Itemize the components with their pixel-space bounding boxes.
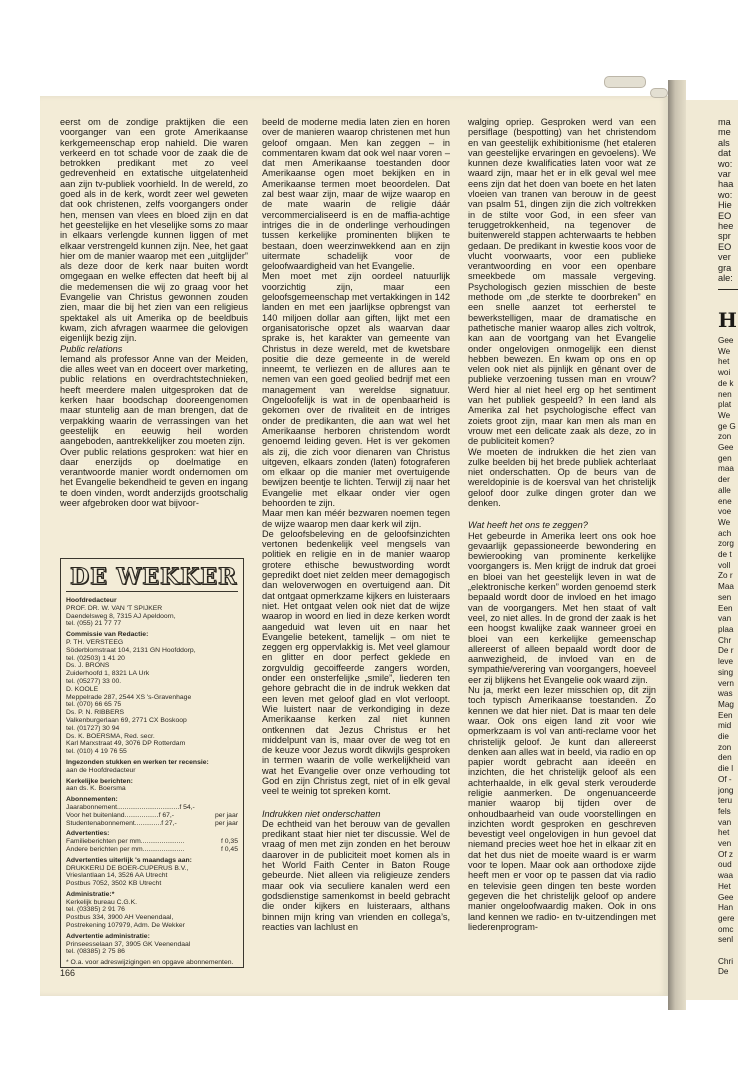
article-column-3	[468, 117, 656, 932]
page-fold	[668, 80, 686, 1010]
paragraph: De echtheid van het berouw van de gevallen predikant staat hier niet ter discussie. Wel de vraag of men met zijn zonden en het berouw daarover in de publiciteit moet komen als in het World Faith Center in Baton Rouge gebeurde. Niet alleen via religieuze zenders maar ook via seculiere kanalen werd een godsdienstige samenkomst in beeld gebracht die onder kijkers en luisteraars, althans binnen mijn kring van vrienden en collega’s, reacties van lachlust en	[262, 818, 450, 932]
colophon-rate-row	[66, 804, 238, 812]
next-page-fragment: wo:	[718, 158, 733, 169]
colophon-rate-cell: Studentenabonnement..............f 27,-	[66, 819, 177, 827]
next-page-fragment: spr	[718, 231, 731, 242]
next-page-fragment: de k	[718, 378, 734, 388]
next-page-fragment: van	[718, 614, 732, 624]
colophon-line: tel. (070) 66 65 75	[66, 701, 122, 709]
next-page-fragment: maa	[718, 464, 734, 474]
next-page-fragment: gere	[718, 913, 735, 923]
colophon-rate-cell: Voor het buitenland..................f 67,-	[66, 811, 175, 819]
colophon-group	[66, 597, 238, 628]
colophon-line: Prinseesselaan 37, 3905 GK Veenendaal	[66, 940, 191, 948]
colophon-line: Vrieslantlaan 14, 3526 AA Utrecht	[66, 872, 168, 880]
article-column-1	[60, 117, 248, 508]
next-page-fragment: ene	[718, 496, 732, 506]
masthead	[66, 565, 238, 592]
colophon-line: Valkenburgerlaan 69, 2771 CX Boskoop	[66, 716, 187, 724]
next-page-fragment: het	[718, 828, 730, 838]
next-page-fragment: We	[718, 517, 731, 527]
section-heading: Public relations	[60, 343, 123, 354]
next-page-fragment: Maa	[718, 582, 734, 592]
next-page-fragment: omc	[718, 924, 734, 934]
next-page-fragment: Zo r	[718, 571, 733, 581]
paragraph: Nu ja, merkt een lezer misschien op, dit zijn toch typisch Amerikaanse toestanden. Zo kennen we dat hier niet. Dat is maar ten dele waar. Ook ons eigen land zit voor wie opmerkzaam is vol van anti-reclame voor het christelijk geloof. Je kunt dan allereerst denken aan alles wat in beeld, via radio en op papier wordt gebracht aan ideeën en inzichten, die het christelijk geloof als een achterhaalde, in elk geval sterk verouderde religie aanmerken. De ongenuanceerde manier waarop bij tijden over de onhoudbaarheid van oude voorstellingen en inzichten wordt gesproken en geschreven bevestigt veel ongelovigen in hun gevoel dat niemand precies weet hoe het in elkaar zit en dat het dus niet de moeite waard is er warm voor te lopen. Maar ook aan orthodoxe zijde heeft men er voor op te passen dat via radio en televisie geen dingen ten beste worden gegeven die het christelijk geloof op andere manier ongeloofwaardig maken. Ook in ons land kennen we radio- en tv-uitzendingen met liederenprogram-	[468, 685, 656, 932]
next-page-fragment: ge G	[718, 421, 736, 431]
next-page-fragment: EO	[718, 210, 732, 221]
colophon-heading: Kerkelijke berichten:	[66, 777, 133, 785]
next-page-fragment: mid	[718, 721, 732, 731]
colophon-line: aan de Hoofdredacteur	[66, 766, 136, 774]
next-page-fragment: ale:	[718, 273, 733, 284]
next-page-fragment: Gee	[718, 336, 734, 345]
paragraph: We moeten de indrukken die het zien van zulke beelden bij het brede publiek achterlaat niet onderschatten. Op de beurs van de wereldopinie is de koersval van het christelijk geloof door zulke dingen groter dan we denken.	[468, 446, 656, 508]
next-page-fragment: Hie	[718, 200, 732, 211]
paragraph: beeld de moderne media laten zien en horen over de manieren waarop christenen met hun geloof omgaan. Men kan zeggen – in commentaren kwam dat ook wel naar voren – dat men Amerikaanse toestanden door Amerikaanse ogen moet bekijken en in Amerikaanse termen moet beoordelen. Dat zal best waar zijn, maar de wijze waarop en de mate waarin de religie dáár vercommercialiseerd is en de maffia-achtige intriges die in de onderlinge verhoudingen tussen kerkelijke prominenten blijken te bestaan, doen weerzinwekkend aan en zijn uitermate schadelijk voor de geloofwaardigheid van het Evangelie.	[262, 117, 450, 272]
colophon-line: D. KOOLE	[66, 685, 99, 693]
colophon-line: Ds. P. N. RIBBERS	[66, 709, 125, 717]
colophon-line: Ds. J. BRONS	[66, 662, 110, 670]
colophon-line: tel. (02503) 1 41 20	[66, 654, 125, 662]
colophon-rate-row	[66, 820, 238, 828]
paragraph: Maar men kan méér bezwaren noemen tegen de wijze waarop men daar kerk wil zijn.	[262, 508, 450, 529]
colophon-group	[66, 778, 238, 794]
next-page-fragment: De r	[718, 646, 734, 656]
next-page-fragment: We	[718, 410, 731, 420]
colophon-line: Kerkelijk bureau C.G.K.	[66, 898, 138, 906]
colophon-line: Söderblomstraat 104, 2131 GN Hoofddorp,	[66, 646, 196, 654]
colophon-line: tel. (010) 4 19 76 55	[66, 748, 127, 756]
colophon-rate-cell: f 0,45	[220, 845, 238, 853]
next-page-fragment: jong	[718, 785, 734, 795]
colophon-rate-cell: per jaar	[214, 819, 238, 827]
next-page-fragment: leve	[718, 657, 734, 667]
colophon-heading: Abonnementen:	[66, 796, 118, 804]
colophon-body	[66, 597, 238, 967]
page-number: 166	[60, 968, 76, 978]
next-page-fragment: woi	[718, 368, 731, 378]
next-page-fragment: oud	[718, 860, 732, 870]
next-page-fragment: voll	[718, 560, 731, 570]
next-page-fragment: Gee	[718, 443, 734, 453]
next-page-fragment: ach	[718, 528, 732, 538]
next-page-fragment: ver	[718, 252, 731, 263]
next-page-fragment: EO	[718, 241, 732, 252]
colophon-line: tel. (01727) 30 94	[66, 724, 120, 732]
next-page-fragment: We	[718, 346, 731, 356]
paragraph: Over public relations gesproken: wat hier en daar enerzijds op doelmatige en verantwoorde manier wordt ondernomen om het Evangelie bekendheid te geven en ingang te doen vinden, wordt anderzijds grootschalig weer afgebroken door wat bijvoor-	[60, 446, 248, 508]
colophon-heading: Commissie van Redactie:	[66, 631, 149, 639]
binder-tab-small	[650, 88, 668, 98]
colophon-line: Postbus 7052, 3502 KB Utrecht	[66, 880, 162, 888]
binder-tab	[604, 76, 646, 88]
next-page-fragment: gen	[718, 453, 732, 463]
next-page-fragment: hee	[718, 221, 734, 232]
next-page-fragment: de t	[718, 550, 732, 560]
colophon-rate-cell: Familieberichten per mm.......................	[66, 838, 185, 846]
next-page-fragment: sing	[718, 667, 734, 677]
next-page-fragment: Chr	[718, 635, 732, 645]
colophon-group	[66, 959, 238, 967]
colophon-line: Ds. K. BOERSMA, Red. secr.	[66, 732, 155, 740]
next-page-fragment: zorg	[718, 539, 734, 549]
colophon-group	[66, 891, 238, 930]
colophon-line: tel. (055) 21 77 77	[66, 620, 122, 628]
next-page-fragment: ven	[718, 839, 732, 849]
next-page-text-top	[718, 117, 738, 284]
article-column-2	[262, 117, 450, 932]
colophon-heading: Hoofdredacteur	[66, 597, 117, 604]
next-page-fragment: teru	[718, 796, 733, 806]
next-page-fragment: Gee	[718, 892, 734, 902]
next-page-fragment: plat	[718, 400, 732, 410]
next-page-fragment	[718, 946, 738, 957]
colophon-line: Karl Marxstraat 49, 3076 DP Rotterdam	[66, 740, 186, 748]
next-page-fragment: van	[718, 817, 732, 827]
paragraph: Iemand als professor Anne van der Meiden, die alles weet van en doceert over marketing, public relations en overdrachtstechnieken, heeft meerdere malen uitgesproken dat de kerken haar boodschap dooreengenomen maar stuntelig aan de man brengen, dat de verpakking waarin de verrassingen van het geestelijk en eeuwig heil worden aangeboden, aantrekkelijker zou moeten zijn.	[60, 353, 248, 447]
paragraph: De geloofsbeleving en de geloofsinzichten vertonen bedenkelijk veel mengsels van politiek en religie en in de manier waarop grotere ethische bewustwording wordt gepredikt doet niet zelden meer demagogisch dan weloverwogen en overtuigend aan. Dit dat ontgaat opmerkzame kijkers en luisteraars niet. Het ontgaat velen ook niet dat de wijze waarop in woord en lied in deze kerken wordt aangeduid wat leven uit en naar het Evangelie betekent, tamelijk – om niet te zeggen erg oppervlakkig is. Met veel glamour en glitter en door perfect geklede en zorgvuldig gecoiffeerde zangers worden, onder een onsterfelijke „smile”, liederen ten gehore gebracht die in de indruk wekken dat een leven met geloof glad en vlot verloopt. Wie luistert naar de verkondiging in deze Amerikaanse kerken zal niet kunnen ontkennen dat Jezus Christus er het middelpunt van is, maar over de weg tot en de keuze voor Jezus wordt dikwijls gesproken in termen waarin de volle werkelijkheid van wat het Evangelie over onze verhouding tot God en zijn Christus zegt, niet of in elk geval veel te weinig tot spreken komt.	[262, 528, 450, 797]
next-page-fragment: fels	[718, 806, 731, 816]
next-page-fragment: nen	[718, 389, 732, 399]
paragraph: eerst om de zondige praktijken die een voorganger van een grote Amerikaanse kerkgemeenschap erop nahield. Die waren verkeerd en tot schade voor de zaak die de betrokken predikant met zo veel gedrevenheid en extatische uitgelatenheid aan zijn tv-publiek voorhield. In de wereld, zo goed als in de kerk, wordt zeer wel geweten dat ook christenen, zelfs voorgangers onder hen, mensen van vlees en bloed zijn en dat het geestelijke en het vleselijke soms zo maar in elkaars verlengde kunnen liggen of met elkaar verstrengeld kunnen zijn. Nee, het gaat hier om de manier waarop met een „uitglijder” als deze door de kerk naar buiten wordt omgegaan en welke effecten dat heeft bij al die medemensen die wij zo graag voor het Evangelie van Christus gewonnen zouden zien, maar die bij het zien van een religieus spektakel als uit Amerika op de beeldbuis kwam, zich afvragen waarmee die gelovigen eigenlijk bezig zijn.	[60, 117, 248, 344]
colophon-rate-row	[66, 812, 238, 820]
colophon-line: Zuiderhoofd 1, 8321 LA Urk	[66, 670, 150, 678]
colophon-group	[66, 796, 238, 827]
next-page-fragment: het	[718, 357, 730, 367]
next-page-fragment: als	[718, 137, 730, 148]
colophon-heading: Administratie:*	[66, 890, 115, 898]
colophon-line: tel. (03385) 2 91 76	[66, 906, 125, 914]
section-heading: Indrukken niet onderschatten	[262, 808, 381, 819]
colophon-box	[60, 558, 244, 968]
next-page-fragment: Of z	[718, 849, 734, 859]
next-page-fragment: alle	[718, 485, 731, 495]
colophon-line: tel. (08385) 2 75 86	[66, 948, 125, 956]
next-page-fragment: was	[718, 689, 733, 699]
colophon-line: Postrekening 107979, Adm. De Wekker	[66, 922, 185, 930]
next-page-fragment: zon	[718, 742, 732, 752]
paragraph: Het gebeurde in Amerika leert ons ook hoe gevaarlijk gepassioneerde bewondering en bewierooking van prominente kerkelijke voorgangers is. Men krijgt de indruk dat groei en bloei van het geestelijk leven in wat de „elektronische kerken” worden genoemd sterk bepaald wordt door de invloed en het imago van de voorgangers. Met hen staat of valt veel, zo niet alles. In de grond der zaak is het een hoogst kwalijke zaak wanneer groei en bloei van een kerkelijke gemeenschap allereerst of alleen bepaald wordt door de aanwezigheid, de invloed van en de sympathie/verering van voorgangers, hoeveel eer zij blijkens het Evangelie ook waard zijn.	[468, 530, 656, 685]
colophon-group	[66, 933, 238, 956]
next-page-heading: H	[718, 308, 737, 332]
masthead-logo: DE WEKKER	[70, 564, 238, 591]
paragraph: Men moet met zijn oordeel natuurlijk voorzichtig zijn, maar een geloofsgemeenschap met vertakkingen in 142 landen en met een jaarlijkse opbrengst van 140 miljoen dollar aan giften, lijkt met een organisatorische opzet als waarvan daar sprake is, het karakter van gemeente van Christus in deze wereld, met de kwetsbare positie die deze gemeente in de wereld inneemt, te verliezen en de allures aan te nemen van een goed geolied bedrijf met een management van wereldse signatuur. Ongeloofelijk is wat in de openbaarheid is gekomen over de rivaliteit en de intriges onder de predikanten, die aan wat wel het Amerikaanse herboren christendom wordt genoemd leiding geven. Het is ver gekomen als zij, die zich voor dienaren van Christus uitgeven, elkaars zonden (laten) fotograferen om elkaar op die manier met overtuigende bewijzen beentje te lichten. Terwijl zij naar het Evangelie met elkaar onder vier ogen behoorden te zijn.	[262, 271, 450, 508]
colophon-group	[66, 759, 238, 775]
next-page-fragment: var	[718, 169, 731, 180]
next-page-rule	[718, 289, 738, 290]
colophon-heading: Advertentie administratie:	[66, 932, 150, 940]
next-page-fragment: voe	[718, 507, 732, 517]
next-page-fragment: plaa	[718, 624, 734, 634]
colophon-group	[66, 830, 238, 853]
next-page-fragment: vern	[718, 678, 734, 688]
next-page-fragment: die l	[718, 764, 734, 774]
colophon-heading: Ingezonden stukken en werken ter recensie:	[66, 758, 209, 766]
colophon-rate-cell: per jaar	[214, 811, 238, 819]
next-page-fragment: De	[718, 967, 729, 977]
colophon-rate-cell: f 0,35	[220, 838, 238, 846]
colophon-line: aan ds. K. Boersma	[66, 785, 126, 793]
colophon-rate-cell: Andere berichten per mm......................	[66, 845, 185, 853]
colophon-line: Meppelrade 287, 2544 XS 's-Gravenhage	[66, 693, 192, 701]
colophon-line: P. TH. VERSTEEG	[66, 638, 124, 646]
colophon-group	[66, 857, 238, 888]
colophon-rate-row	[66, 846, 238, 854]
next-page-fragment: wo:	[718, 189, 733, 200]
next-page-fragment: ma	[718, 117, 731, 127]
next-page-fragment: Mag	[718, 699, 734, 709]
next-page-fragment: die	[718, 732, 729, 742]
colophon-line: DRUKKERIJ DE BOER-CUPERUS B.V.,	[66, 864, 189, 872]
colophon-line: Postbus 334, 3900 AH Veenendaal,	[66, 914, 174, 922]
colophon-group	[66, 631, 238, 756]
colophon-line: tel. (05277) 33 00.	[66, 677, 122, 685]
next-page-fragment: haa	[718, 179, 734, 190]
next-page-fragment: me	[718, 127, 731, 138]
next-page-fragment: Een	[718, 603, 733, 613]
section-heading: Wat heeft het ons te zeggen?	[468, 520, 588, 531]
colophon-heading: Advertenties uiterlijk 's maandags aan:	[66, 856, 192, 864]
next-page-fragment: Een	[718, 710, 733, 720]
next-page-fragment: waa	[718, 871, 734, 881]
next-page-fragment: Het	[718, 881, 731, 891]
next-page-fragment: gra	[718, 262, 732, 273]
colophon-line: Daendelsweg 8, 7315 AJ Apeldoorn,	[66, 612, 176, 620]
next-page-fragment: der	[718, 475, 730, 485]
next-page-fragment: senl	[718, 935, 734, 945]
colophon-rate-cell: Jaarabonnement.................................f 54,-	[66, 803, 195, 811]
next-page-fragment: den	[718, 753, 732, 763]
colophon-heading: Advertenties:	[66, 830, 110, 838]
next-page-fragment: zon	[718, 432, 732, 442]
next-page-fragment: dat	[718, 148, 731, 159]
next-page-fragment: Han	[718, 903, 734, 913]
next-page-fragment: Chri	[718, 956, 734, 966]
next-page-fragment: Of -	[718, 774, 732, 784]
colophon-line: PROF. DR. W. VAN 'T SPIJKER	[66, 604, 163, 612]
next-page-text-lower	[718, 336, 738, 978]
next-page-fragment: sen	[718, 592, 732, 602]
paragraph: walging opriep. Gesproken werd van een persiflage (bespotting) van het christendom en van geestelijk exhibitionisme (het etaleren van geestelijke ervaringen en gevoelens). We kunnen deze kwalificaties laten voor wat ze waard zijn, maar het er in elk geval wel mee eens zijn dat het doen van boete en het laten vloeien van tranen van berouw in de geest van psalm 51, dingen zijn die zich voltrekken in de stilte voor God, in een sfeer van teruggetrokkenheid, na tegenover de buitenwereld stappen achterwaarts te hebben gedaan. De predikant in kwestie koos voor de vlucht voorwaarts, voor een publieke verantwoording en voor een openbare smeekbede om massale vergeving. Psychologisch gezien misschien de beste methode om „de sterkte te doorbreken” en een snelle aanzet tot eerherstel te bewerkstelligen, maar de dramatische en pathetische manier waarop alles zich voltrok, kan aan de voortgang van het Evangelie onder ongelovigen onmogelijk een dienst hebben bewezen. En kwam op ons en op velen ook niet als pijnlijk en gênant over de publieke verzoening tussen man en vrouw? Werd hier al niet heel erg op het sentiment van het publiek gespeeld? In een land als Amerika zal het psychologische effect van zoiets groot zijn, maar kan men als man en vrouw met een delicate zaak als deze, zo in de publiciteit komen?	[468, 117, 656, 447]
colophon-line: * O.a. voor adreswijzigingen en opgave abonnementen.	[66, 959, 234, 967]
colophon-rate-row	[66, 838, 238, 846]
